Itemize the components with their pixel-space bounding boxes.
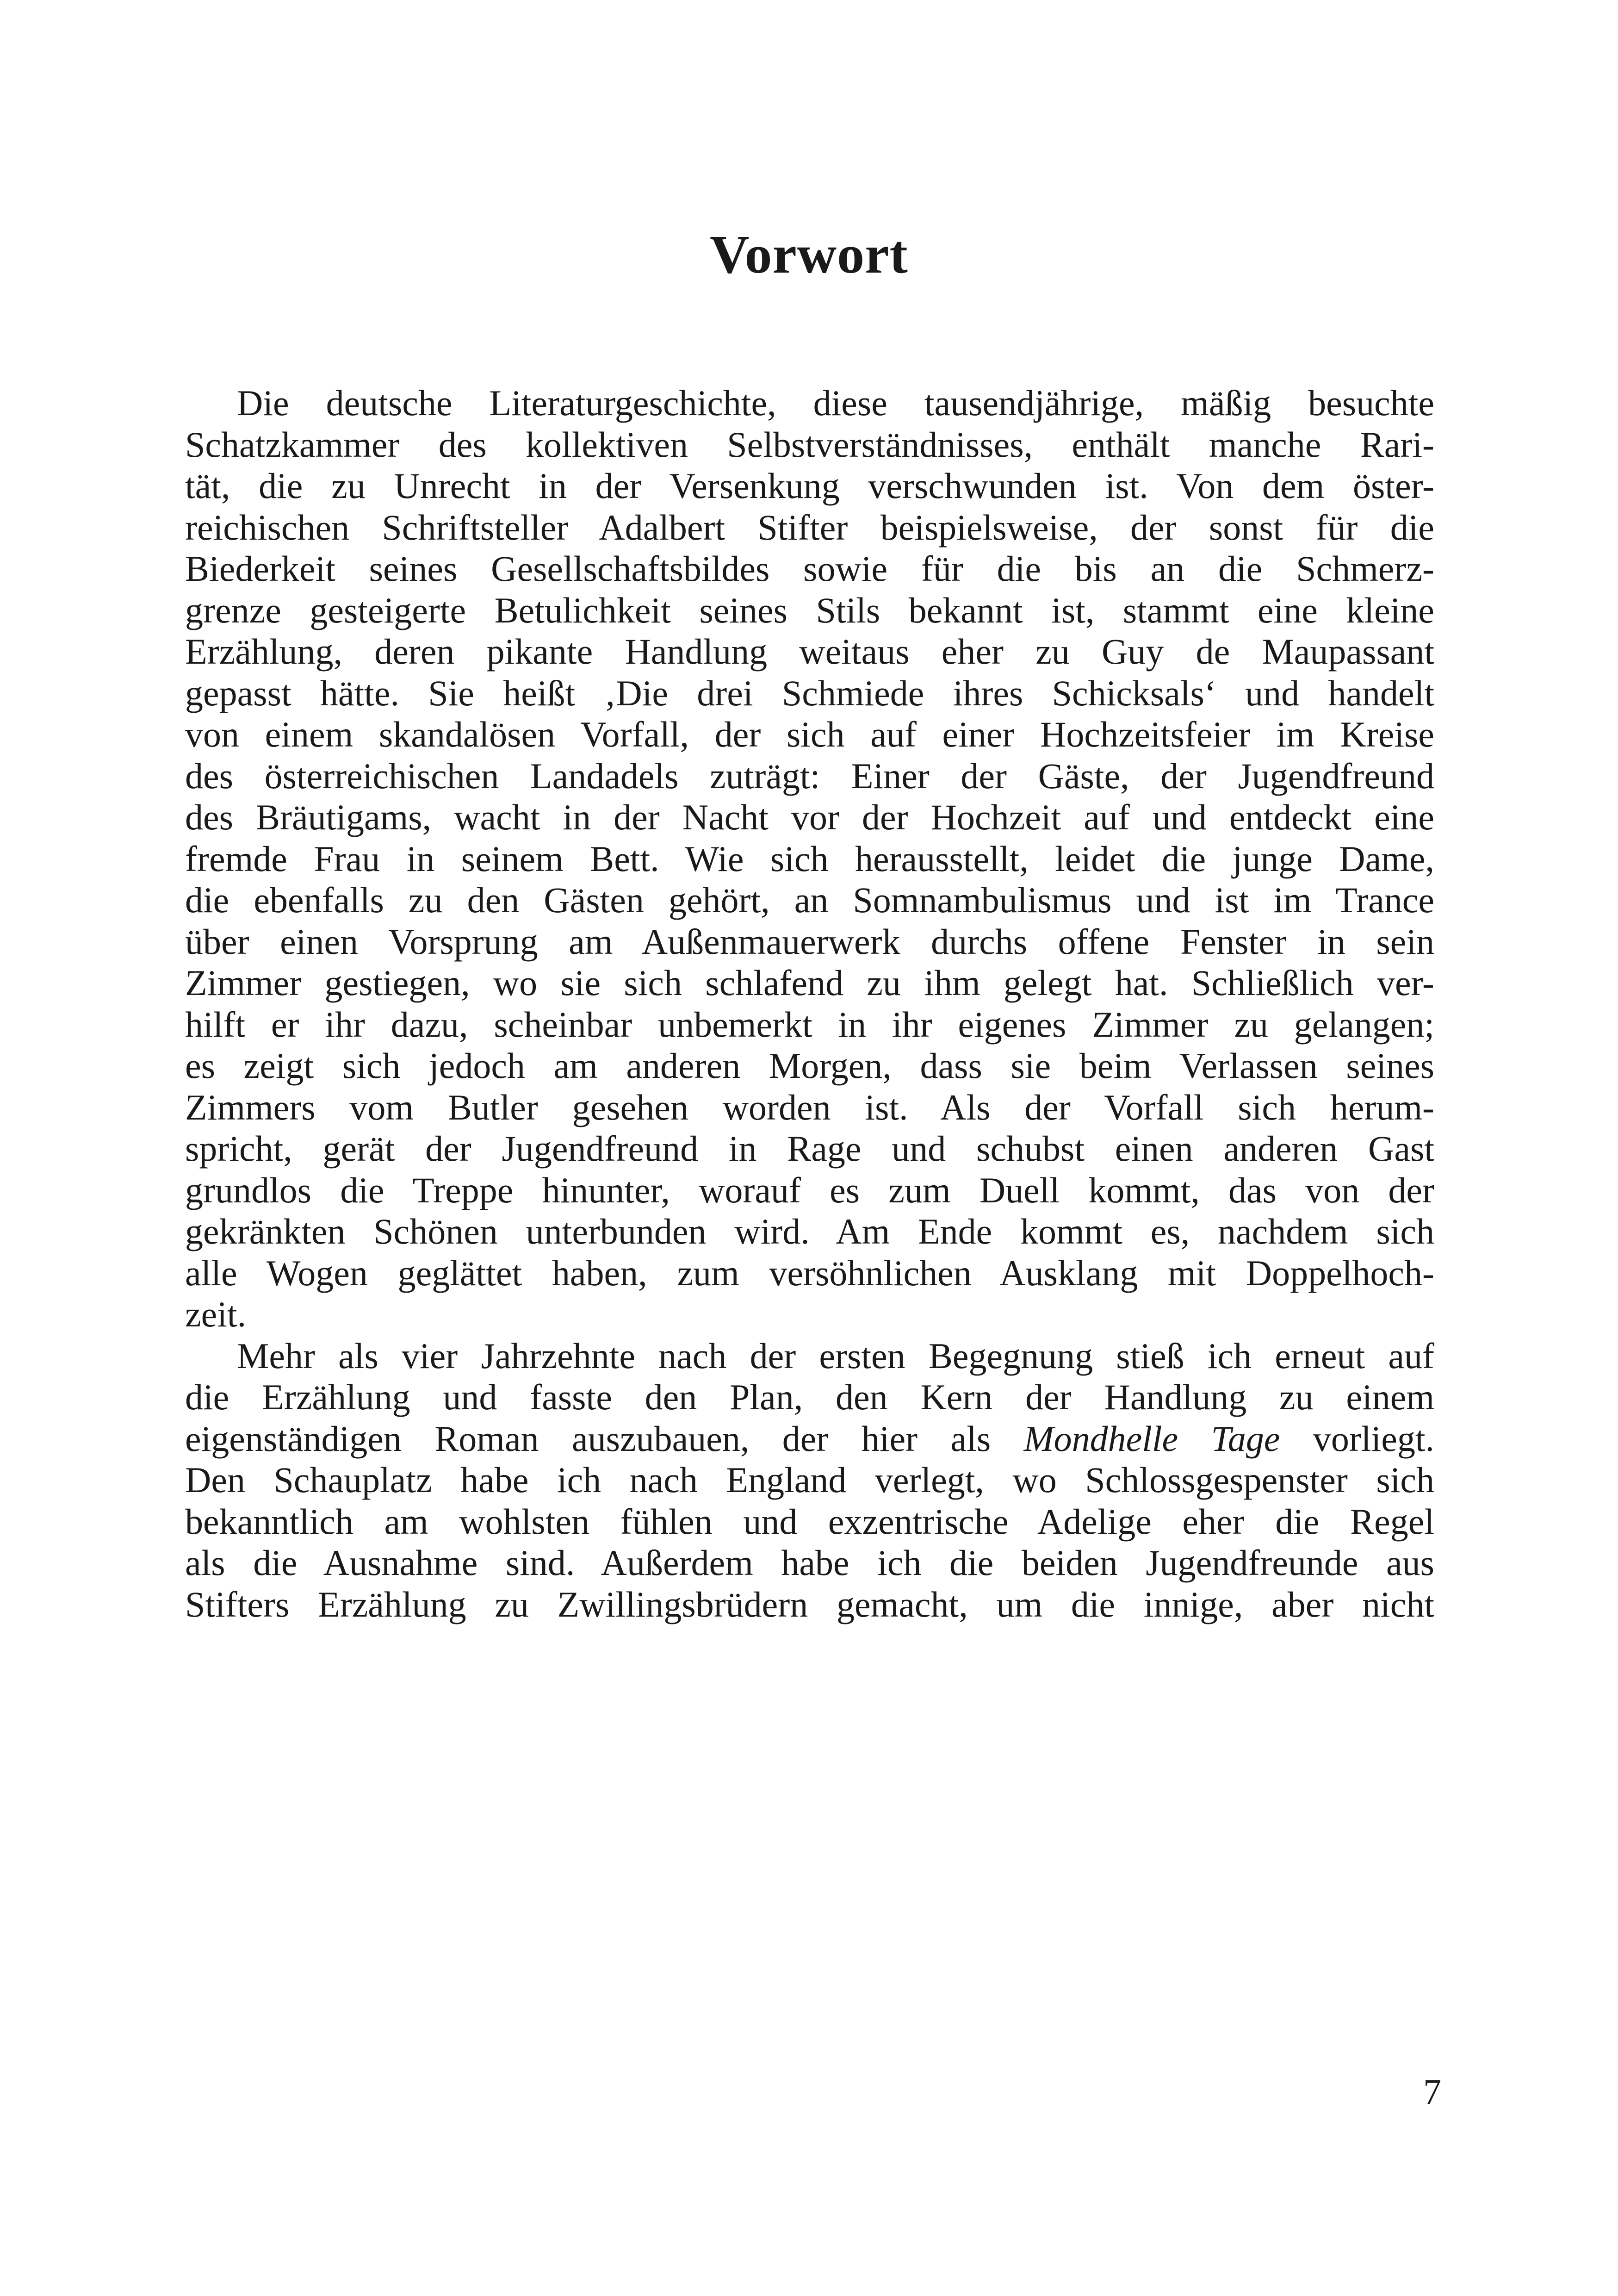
text-line: von einem skandalösen Vorfall, der sich auf einer Hochzeitsfeier im Kreise xyxy=(185,714,1434,754)
text-line: über einen Vorsprung am Außenmauerwerk durchs offene Fenster in sein xyxy=(185,921,1434,962)
text-line: Zimmers vom Butler gesehen worden ist. Als der Vorfall sich herum- xyxy=(185,1087,1434,1127)
text-line: des österreichischen Landadels zuträgt: Einer der Gäste, der Jugendfreund xyxy=(185,755,1434,796)
text-line: gepasst hätte. Sie heißt ‚Die drei Schmiede ihres Schicksals‘ und handelt xyxy=(185,672,1434,713)
page-number: 7 xyxy=(1423,2072,1441,2112)
text-line: als die Ausnahme sind. Außerdem habe ich die beiden Jugendfreunde aus xyxy=(185,1543,1434,1583)
text-line: Stifters Erzählung zu Zwillingsbrüdern gemacht, um die innige, aber nicht xyxy=(185,1584,1434,1624)
text-line: des Bräutigams, wacht in der Nacht vor der Hochzeit auf und entdeckt eine xyxy=(185,797,1434,837)
text-line: Erzählung, deren pikante Handlung weitaus eher zu Guy de Maupassant xyxy=(185,631,1434,672)
text-line: grenze gesteigerte Betulichkeit seines Stils bekannt ist, stammt eine kleine xyxy=(185,590,1434,630)
chapter-title: Vorwort xyxy=(710,224,908,285)
text-line: Zimmer gestiegen, wo sie sich schlafend zu ihm gelegt hat. Schließlich ver- xyxy=(185,963,1434,1003)
text-segment: vorliegt. xyxy=(1280,1418,1434,1459)
text-line: Schatzkammer des kollektiven Selbstverständnisses, enthält manche Rari- xyxy=(185,424,1434,465)
text-line: Mehr als vier Jahrzehnte nach der ersten Begegnung stieß ich erneut auf xyxy=(237,1335,1434,1376)
text-line: spricht, gerät der Jugendfreund in Rage und schubst einen anderen Gast xyxy=(185,1128,1434,1169)
text-line: gekränkten Schönen unterbunden wird. Am Ende kommt es, nachdem sich xyxy=(185,1211,1434,1251)
text-line: die ebenfalls zu den Gästen gehört, an Somnambulismus und ist im Trance xyxy=(185,880,1434,920)
text-line: es zeigt sich jedoch am anderen Morgen, dass sie beim Verlassen seines xyxy=(185,1045,1434,1086)
text-line: grundlos die Treppe hinunter, worauf es zum Duell kommt, das von der xyxy=(185,1170,1434,1210)
text-line: Die deutsche Literaturgeschichte, diese tausendjährige, mäßig besuchte xyxy=(237,383,1434,423)
text-line: Biederkeit seines Gesellschaftsbildes sowie für die bis an die Schmerz- xyxy=(185,548,1434,589)
text-line: bekanntlich am wohlsten fühlen und exzentrische Adelige eher die Regel xyxy=(185,1501,1434,1542)
text-line: tät, die zu Unrecht in der Versenkung verschwunden ist. Von dem öster- xyxy=(185,466,1434,506)
text-line: Den Schauplatz habe ich nach England verlegt, wo Schlossgespenster sich xyxy=(185,1460,1434,1500)
body-text xyxy=(185,382,1434,1625)
text-line: die Erzählung und fasste den Plan, den Kern der Handlung zu einem xyxy=(185,1377,1434,1417)
text-line xyxy=(185,1418,1434,1460)
text-segment: eigenständigen Roman auszubauen, der hier als xyxy=(185,1418,1024,1459)
text-line: alle Wogen geglättet haben, zum versöhnlichen Ausklang mit Doppelhoch- xyxy=(185,1252,1434,1293)
text-line: fremde Frau in seinem Bett. Wie sich herausstellt, leidet die junge Dame, xyxy=(185,838,1434,879)
text-line: zeit. xyxy=(185,1294,247,1334)
text-line: reichischen Schriftsteller Adalbert Stifter beispielsweise, der sonst für die xyxy=(185,507,1434,548)
book-title: Mondhelle Tage xyxy=(1023,1418,1280,1459)
text-line: hilft er ihr dazu, scheinbar unbemerkt in ihr eigenes Zimmer zu gelangen; xyxy=(185,1004,1434,1045)
